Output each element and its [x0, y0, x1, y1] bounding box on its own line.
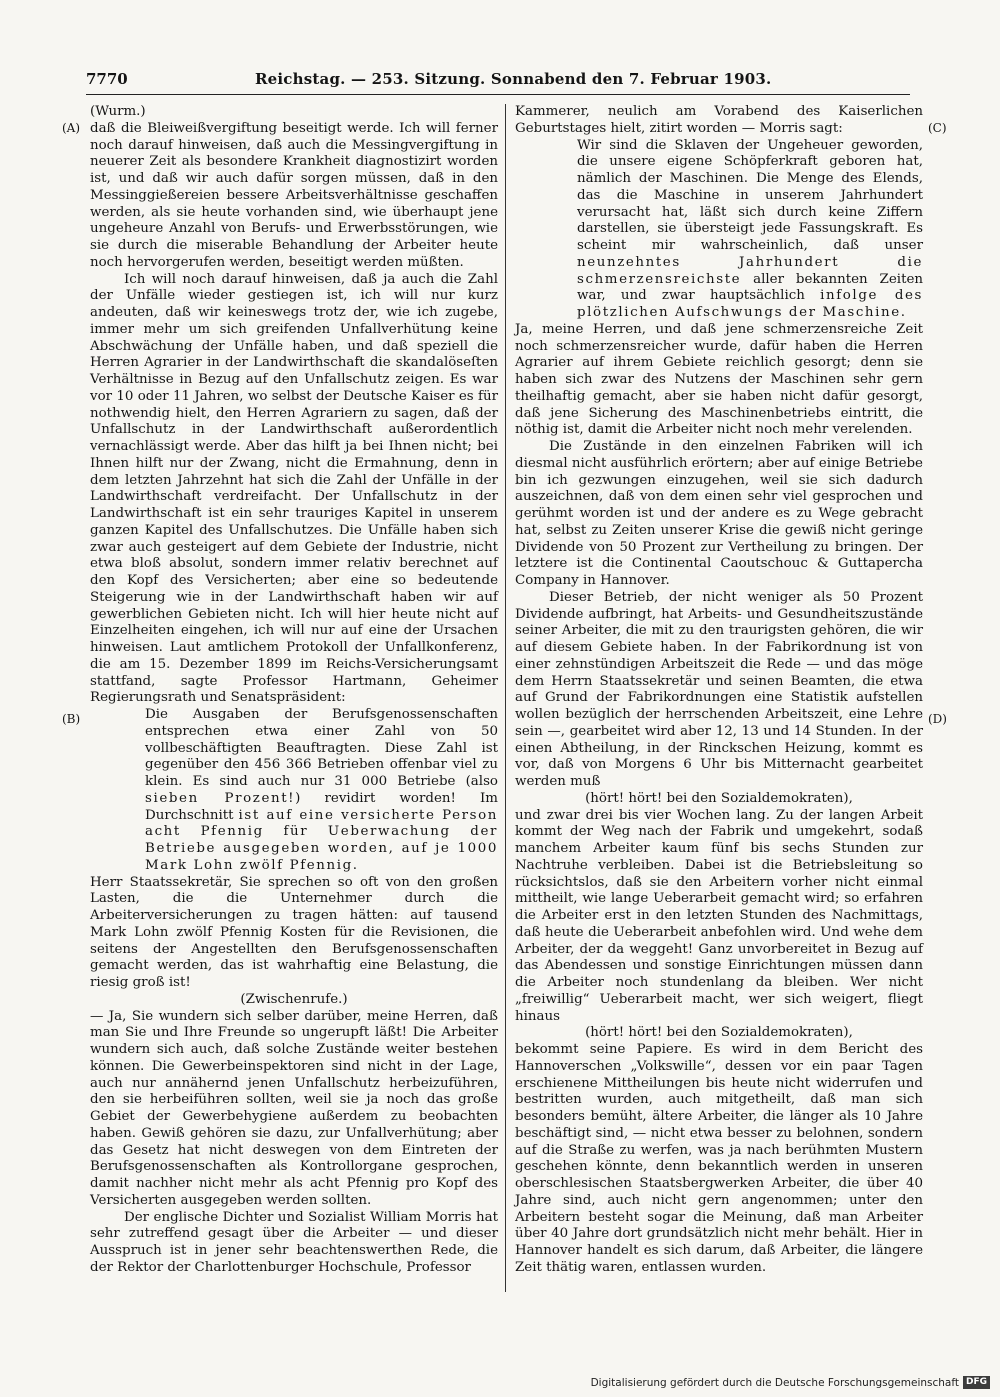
- column-divider: [505, 104, 506, 1292]
- left-paragraph-5: Der englische Dichter und Sozialist William Morris hat sehr zutreffend gesagt über die Arbeiter — und dieser Ausspruch ist in jener sehr beachtenswerthen Rede, die der Rektor der Charlottenburger Hochschule, Professor: [90, 1209, 498, 1275]
- left-paragraph-1: daß die Bleiweißvergiftung beseitigt werde. Ich will ferner noch darauf hinweisen, daß auch die Messingvergiftung in neuerer Zeit als besondere Krankheit diagnostizirt worden ist, und daß wir auch dafür sorgen müssen, daß in den Messinggießereien bessere Arbeitsverhältnisse geschaffen werden, als sie heute vorhanden sind, wie überhaupt jene ungeheure Anzahl von Berufs- und Erwerbsstörungen, wie sie durch die miserable Behandlung der Arbeiter heute noch hervorgerufen werden, beseitigt werden müßten.: [90, 120, 498, 270]
- speaker-name: (Wurm.): [90, 104, 146, 119]
- header-rule: [86, 94, 910, 95]
- right-quote: [577, 138, 923, 322]
- right-paragraph-2: Ja, meine Herren, und daß jene schmerzensreiche Zeit noch schmerzensreicher wurde, dafür haben die Herren Agrarier auf ihrem Gebiete reichlich gesorgt; denn sie haben sich zwar des Nutzens der Maschinen sehr gern theilhaftig gemacht, aber sie haben nicht dafür gesorgt, daß jene Sicherung des Maschinenbetriebs eintritt, die nöthig ist, damit die Arbeiter nicht noch mehr verelenden.: [515, 321, 923, 438]
- footer-credit: Digitalisierung gefördert durch die Deutsche Forschungsgemeinschaft: [590, 1376, 959, 1389]
- right-quote-part-a: Wir sind die Sklaven der Ungeheuer geworden, die unsere eigene Schöpferkraft geboren hat, nämlich der Maschinen. Die Menge des Elends, das die Maschine in unserem Jahrhundert verursacht hat, läßt sich durch keine Ziffern darstellen, sie übersteigt jede Fassungskraft. Es scheint mir wahrscheinlich, daß unser: [577, 137, 923, 253]
- left-column: [90, 104, 498, 1277]
- right-quote-part-d: infolge des plötzlichen Aufschwungs der Maschine.: [577, 288, 924, 320]
- page-number: 7770: [86, 70, 128, 88]
- right-interjection-2: (hört! hört! bei den Sozialdemokraten),: [585, 1025, 853, 1041]
- left-paragraph-2: Ich will noch darauf hinweisen, daß ja auch die Zahl der Unfälle wieder gestiegen ist, ich will nur kurz andeuten, daß wir keineswegs trotz der, wie ich zugebe, immer mehr um sich greifenden Unfallverhütung keine Abschwächung der Unfälle haben, und daß speziell die Herren Agrarier in der Landwirthschaft die skandalöseſten Verhältnisse in Bezug auf den Unfallschutz zeigen. Es war vor 10 oder 11 Jahren, wo selbst der Deutsche Kaiser es für nothwendig hielt, den Herren Agrariern zu sagen, daß der Unfallschutz in der Landwirthschaft außerordentlich vernachlässigt werde. Aber das hilft ja bei Ihnen nicht; bei Ihnen hilft nur der Zwang, nicht die Ermahnung, denn in dem letzten Jahrzehnt hat sich die Zahl der Unfälle in der Landwirthschaft verdreifacht. Der Unfallschutz in der Landwirthschaft ist ein sehr trauriges Kapitel in unserem ganzen Kapitel des Unfallschutzes. Die Unfälle haben sich zwar auch gesteigert auf dem Gebiete der Industrie, nicht etwa bloß absolut, sondern immer relativ berechnet auf den Kopf des Versicherten; aber eine so bedeutende Steigerung wie in der Landwirthschaft haben wir auf gewerblichen Gebieten nicht. Ich will hier heute nicht auf Einzelheiten eingehen, ich will nur auf eine der Ursachen hinweisen. Laut amtlichem Protokoll der Unfallkonferenz, die am 15. Dezember 1899 im Reichs-Versicherungsamt stattfand, sagte Professor Hartmann, Geheimer Regierungsrath und Senatspräsident:: [90, 271, 498, 706]
- left-quote-part-d: ist auf eine versicherte Person acht Pfennig für Ueberwachung der Betriebe ausgegeben worden, auf je 1000 Mark Lohn zwölf Pfennig.: [145, 807, 498, 873]
- left-paragraph-3: Herr Staatssekretär, Sie sprechen so oft von den großen Lasten, die die Unternehmer durch die Arbeiterversicherungen zu tragen hätten: auf tausend Mark Lohn zwölf Pfennig Kosten für die Revisionen, die seitens der Angestellten den Berufsgenossenschaften gemacht werden, das ist wahrhaftig eine Belastung, die riesig groß ist!: [90, 874, 498, 990]
- margin-marker-a: (A): [62, 121, 81, 135]
- right-paragraph-6: bekommt seine Papiere. Es wird in dem Bericht des Hannoverschen „Volkswille“, dessen vor ein paar Tagen erschienene Mittheilungen bis heute nicht widerrufen und bestritten wurden, auch mitgetheilt, daß man sich besonders bemüht, ältere Arbeiter, die länger als 10 Jahre beschäftigt sind, — nicht etwa besser zu belohnen, sondern auf die Straße zu werfen, was ja nach berühmten Mustern geschehen könnte, denn bekanntlich werden in unseren oberschlesischen Staatsbergwerken Arbeiter, die über 40 Jahre sind, auch nicht gern angenommen; unter den Arbeitern besteht sogar die Meinung, daß man Arbeiter über 40 Jahre dort grundsätzlich nicht mehr behält. Hier in Hannover handelt es sich darum, daß Arbeiter, die längere Zeit thätig waren, entlassen wurden.: [515, 1042, 923, 1275]
- right-quote-part-b: neunzehntes Jahrhundert die schmerzensreichste: [577, 254, 923, 287]
- margin-marker-d: (D): [928, 712, 947, 726]
- margin-marker-c: (C): [928, 121, 947, 135]
- dfg-logo-icon: DFG: [963, 1376, 990, 1389]
- running-title: Reichstag. — 253. Sitzung. Sonnabend den 7. Februar 1903.: [255, 70, 772, 88]
- margin-marker-b: (B): [62, 712, 81, 726]
- left-paragraph-4: — Ja, Sie wundern sich selber darüber, meine Herren, daß man Sie und Ihre Freunde so ungerupft läßt! Die Arbeiter wundern sich auch, daß solche Zustände weiter bestehen können. Die Gewerbeinspektoren sind nicht in der Lage, auch nur annähernd jenen Unfallschutz herbeizuführen, den sie herbeiführen sollten, weil sie ja noch das große Gebiet der Gewerbehygiene außerdem zu beobachten haben. Gewiß gehören sie dazu, zur Unfallverhütung; aber das Gesetz hat nicht deswegen von dem Eintreten der Berufsgenossenschaften als Kontrollorgane gesprochen, damit nachher nicht mehr als acht Pfennig pro Kopf des Versicherten ausgegeben werden sollten.: [90, 1008, 498, 1208]
- right-column: [515, 104, 923, 1277]
- footer: [591, 1376, 990, 1389]
- right-paragraph-3: Die Zustände in den einzelnen Fabriken will ich diesmal nicht ausführlich erörtern; aber auf einige Betriebe bin ich gezwungen einzugehen, weil sie sich dadurch auszeichnen, daß von dem einen sehr viel gesprochen und gerühmt worden ist und der andere es zu Wege gebracht hat, selbst zu Zeiten unserer Krise die gewiß nicht geringe Dividende von 50 Prozent zur Vertheilung zu bringen. Der letztere ist die Continental Caoutschouc & Guttapercha Company in Hannover.: [515, 439, 923, 588]
- right-paragraph-4: Dieser Betrieb, der nicht weniger als 50 Prozent Dividende aufbringt, hat Arbeits- und Gesundheitszustände seiner Arbeiter, die mit zu den traurigsten gehören, die wir auf diesem Gebiete haben. In der Fabrikordnung ist von einer zehnstündigen Arbeitszeit die Rede — und das möge dem Herrn Staatssekretär und seinen Beamten, die etwa auf Grund der Fabrikordnungen eine Statistik aufstellen wollen bezüglich der herrschenden Arbeitszeit, eine Lehre sein —, gearbeitet wird aber 12, 13 und 14 Stunden. In der einen Abtheilung, in der Rinckschen Heizung, kommt es vor, daß von Morgens 6 Uhr bis Mitternacht gearbeitet werden muß: [515, 589, 923, 789]
- left-quote-part-a: Die Ausgaben der Berufsgenossenschaften entsprechen etwa einer Zahl von 50 vollbeschäftigten Beauftragten. Diese Zahl ist gegenüber den 456 366 Betrieben offenbar viel zu klein. Es sind auch nur 31 000 Betriebe (also: [145, 707, 498, 789]
- right-interjection-1: (hört! hört! bei den Sozialdemokraten),: [585, 790, 853, 806]
- right-paragraph-1: Kammerer, neulich am Vorabend des Kaiserlichen Geburtstages hielt, zitirt worden — Morris sagt:: [515, 104, 923, 136]
- left-quote-part-c: ) revidirt worden! Im Durchschnitt: [145, 790, 499, 823]
- left-quote: [145, 707, 498, 875]
- left-quote-part-b: sieben Prozent!: [145, 790, 296, 806]
- right-quote-part-c: aller bekannten Zeiten war, und zwar hauptsächlich: [577, 271, 923, 304]
- right-paragraph-5: und zwar drei bis vier Wochen lang. Zu der langen Arbeit kommt der Weg nach der Fabrik und umgekehrt, sodaß manchem Arbeiter kaum fünf bis sechs Stunden zur Nachtruhe verbleiben. Dabei ist die Betriebsleitung so rücksichtslos, daß sie den Arbeitern vorher nicht einmal mittheilt, wie lange Ueberarbeit gemacht wird; so erfahren die Arbeiter erst in den letzten Stunden des Nachmittags, daß heute die Ueberarbeit anbefohlen wird. Und wehe dem Arbeiter, der da weggeht! Ganz unvorbereitet in Bezug auf das Abendessen und sonstige Einrichtungen müssen dann die Arbeiter noch stundenlang da bleiben. Wer nicht „freiwillig“ Ueberarbeit macht, wer sich weigert, fliegt hinaus: [515, 807, 923, 1024]
- left-interjection: (Zwischenrufe.): [240, 991, 348, 1007]
